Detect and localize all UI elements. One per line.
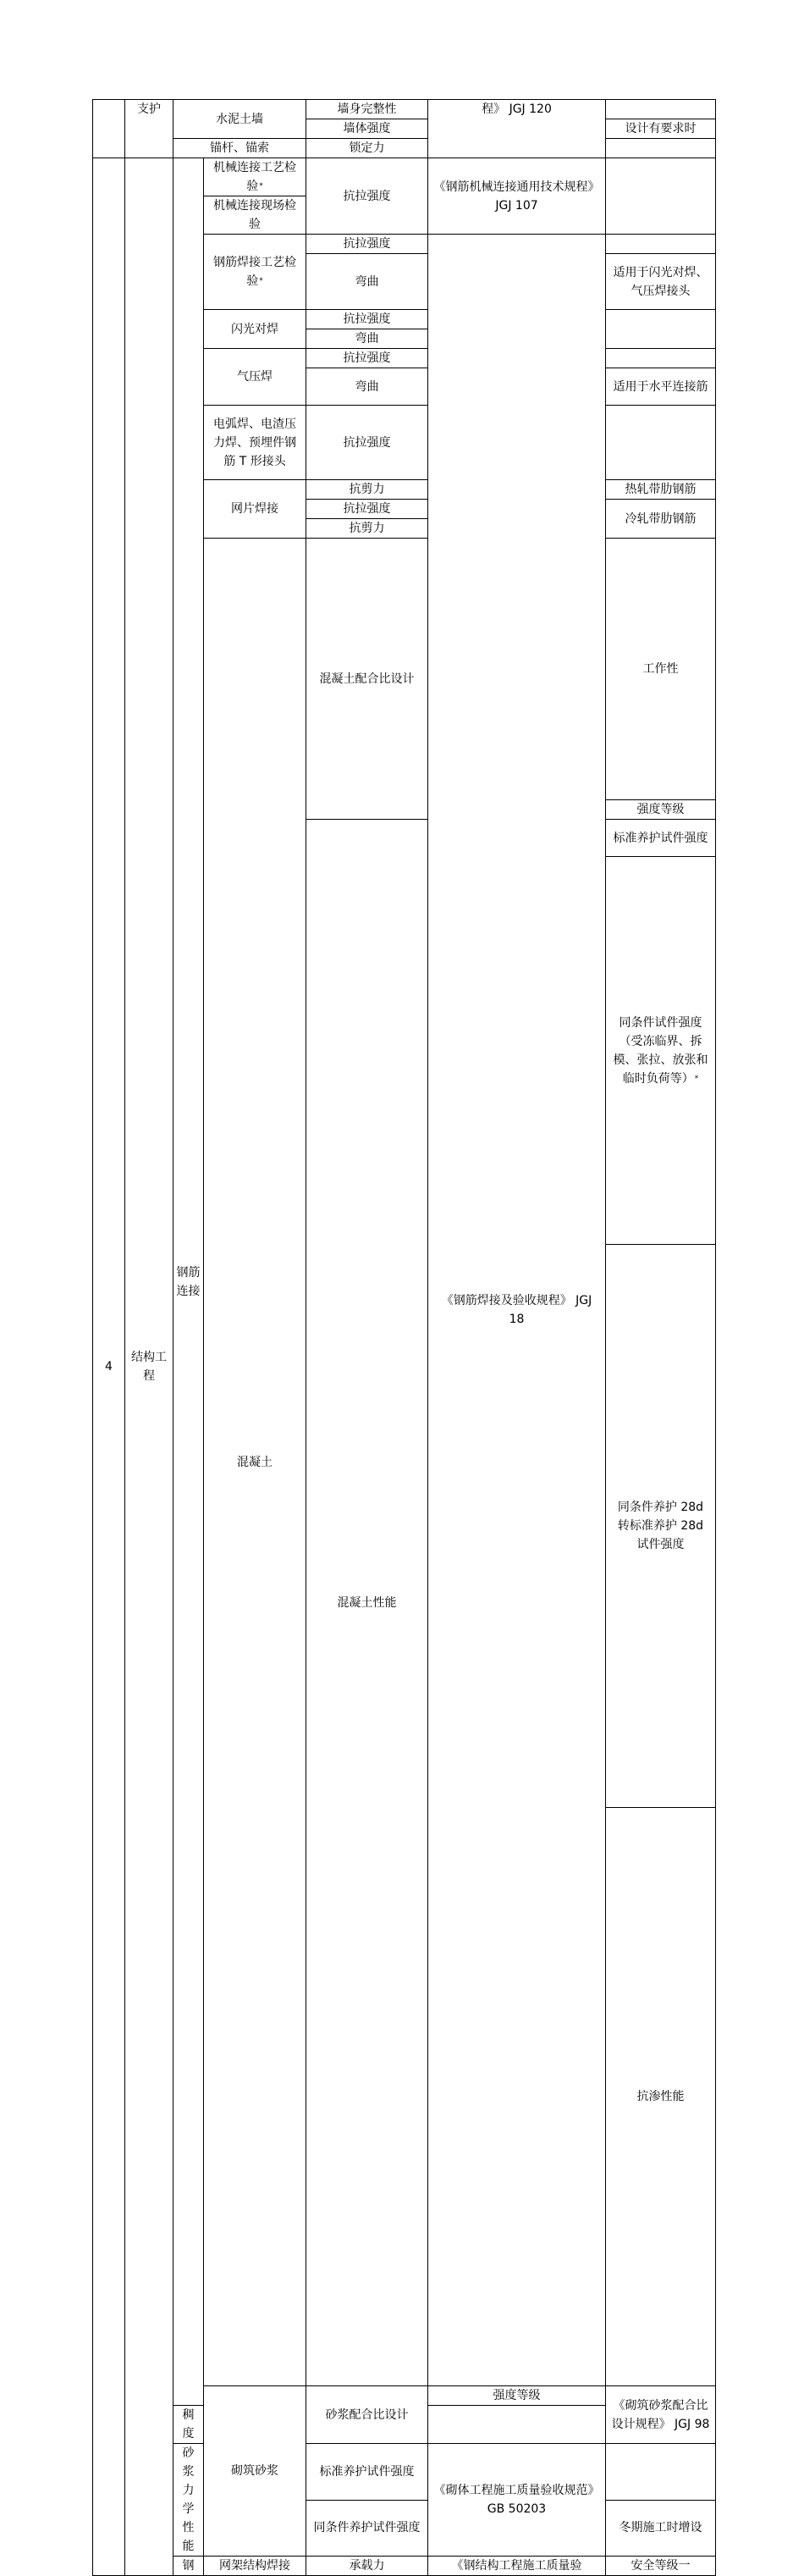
param-standard-cured: 标准养护试件强度 — [606, 820, 716, 857]
note-winter-add: 冬期施工时增设 — [606, 2500, 716, 2557]
standard-steel: 《钢结构工程施工质量验 — [428, 2557, 606, 2576]
item-concrete-performance: 混凝土性能 — [306, 820, 428, 2386]
param-same-condition: 同条件试件强度（受冻临界、拆模、张拉、放张和临时负荷等）* — [606, 857, 716, 1245]
item-weld-process: 钢筋焊接工艺检验* — [204, 235, 306, 310]
param-bend: 弯曲 — [306, 254, 428, 310]
section-category: 结构工程 — [125, 158, 173, 2576]
category-support: 支护 — [125, 100, 173, 158]
param-tensile: 抗拉强度 — [306, 500, 428, 519]
item-mortar-mechanics: 砂浆力学性能 — [173, 2444, 204, 2557]
note-flash-gas: 适用于闪光对焊、气压焊接头 — [606, 254, 716, 310]
param-bend: 弯曲 — [306, 368, 428, 406]
note-empty — [606, 139, 716, 158]
param-shear: 抗剪力 — [306, 480, 428, 500]
section-number: 4 — [93, 158, 125, 2576]
item-mesh-weld: 网片焊接 — [204, 480, 306, 539]
note-design-required: 设计有要求时 — [606, 119, 716, 139]
item-mech-site: 机械连接现场检验 — [204, 196, 306, 235]
note-empty — [606, 406, 716, 480]
marker-star: * — [259, 277, 263, 285]
standard-jgj18: 《钢筋焊接及验收规程》 JGJ 18 — [428, 235, 606, 2386]
note-empty — [606, 100, 716, 119]
standard-gb50203: 《砌体工程施工质量验收规范》 GB 50203 — [428, 2444, 606, 2557]
item-flash-butt: 闪光对焊 — [204, 310, 306, 349]
item-gas-pressure: 气压焊 — [204, 349, 306, 406]
note-empty — [606, 349, 716, 368]
standard-jgj120: 程》 JGJ 120 — [428, 100, 606, 158]
param-consistency: 稠度 — [173, 2406, 204, 2444]
item-mortar-mix: 砂浆配合比设计 — [306, 2386, 428, 2444]
note-hot-rolled: 热轧带肋钢筋 — [606, 480, 716, 500]
param-same-condition: 同条件养护试件强度 — [306, 2500, 428, 2557]
item-arc-weld: 电弧焊、电渣压力焊、预埋件钢筋 T 形接头 — [204, 406, 306, 480]
note-horizontal: 适用于水平连接筋 — [606, 368, 716, 406]
param-tensile: 抗拉强度 — [306, 235, 428, 254]
note-empty — [606, 310, 716, 349]
standard-jgj98: 《砌筑砂浆配合比设计规程》 JGJ 98 — [606, 2386, 716, 2444]
group-rebar-connection: 钢筋连接 — [173, 158, 204, 2406]
param-shear: 抗剪力 — [306, 519, 428, 539]
param-tensile: 抗拉强度 — [306, 158, 428, 235]
item-mech-process: 机械连接工艺检验* — [204, 158, 306, 196]
marker-star: * — [694, 1074, 699, 1083]
param-standard-cured: 标准养护试件强度 — [306, 2444, 428, 2501]
param-strength-grade: 强度等级 — [606, 800, 716, 820]
note-empty — [606, 235, 716, 254]
item-cement-soil-wall: 水泥土墙 — [173, 100, 306, 139]
note-cold-rolled: 冷轧带肋钢筋 — [606, 500, 716, 539]
param-tensile: 抗拉强度 — [306, 349, 428, 368]
param-tensile: 抗拉强度 — [306, 406, 428, 480]
note-safety-grade: 安全等级一 — [606, 2557, 716, 2576]
specification-table — [92, 99, 716, 2576]
param-bend: 弯曲 — [306, 329, 428, 349]
note-empty — [606, 158, 716, 235]
param-impermeability: 抗渗性能 — [606, 1808, 716, 2386]
standard-jgj107: 《钢筋机械连接通用技术规程》 JGJ 107 — [428, 158, 606, 235]
param-wall-integrity: 墙身完整性 — [306, 100, 428, 119]
param-bearing-capacity: 承载力 — [306, 2557, 428, 2576]
param-strength-grade: 强度等级 — [428, 2386, 606, 2406]
param-tensile: 抗拉强度 — [306, 310, 428, 329]
param-workability: 工作性 — [606, 539, 716, 800]
group-mortar: 砌筑砂浆 — [204, 2386, 306, 2557]
group-steel: 钢 — [173, 2557, 204, 2576]
param-28d: 同条件养护 28d 转标准养护 28d 试件强度 — [606, 1245, 716, 1808]
param-wall-strength: 墙体强度 — [306, 119, 428, 139]
group-concrete: 混凝土 — [204, 539, 306, 2386]
marker-star: * — [259, 182, 263, 191]
item-anchor: 锚杆、锚索 — [173, 139, 306, 158]
param-lock-force: 锁定力 — [306, 139, 428, 158]
number-cell-empty — [93, 100, 125, 158]
item-concrete-mix: 混凝土配合比设计 — [306, 539, 428, 820]
note-empty — [606, 2444, 716, 2501]
item-space-frame-weld: 网架结构焊接 — [204, 2557, 306, 2576]
